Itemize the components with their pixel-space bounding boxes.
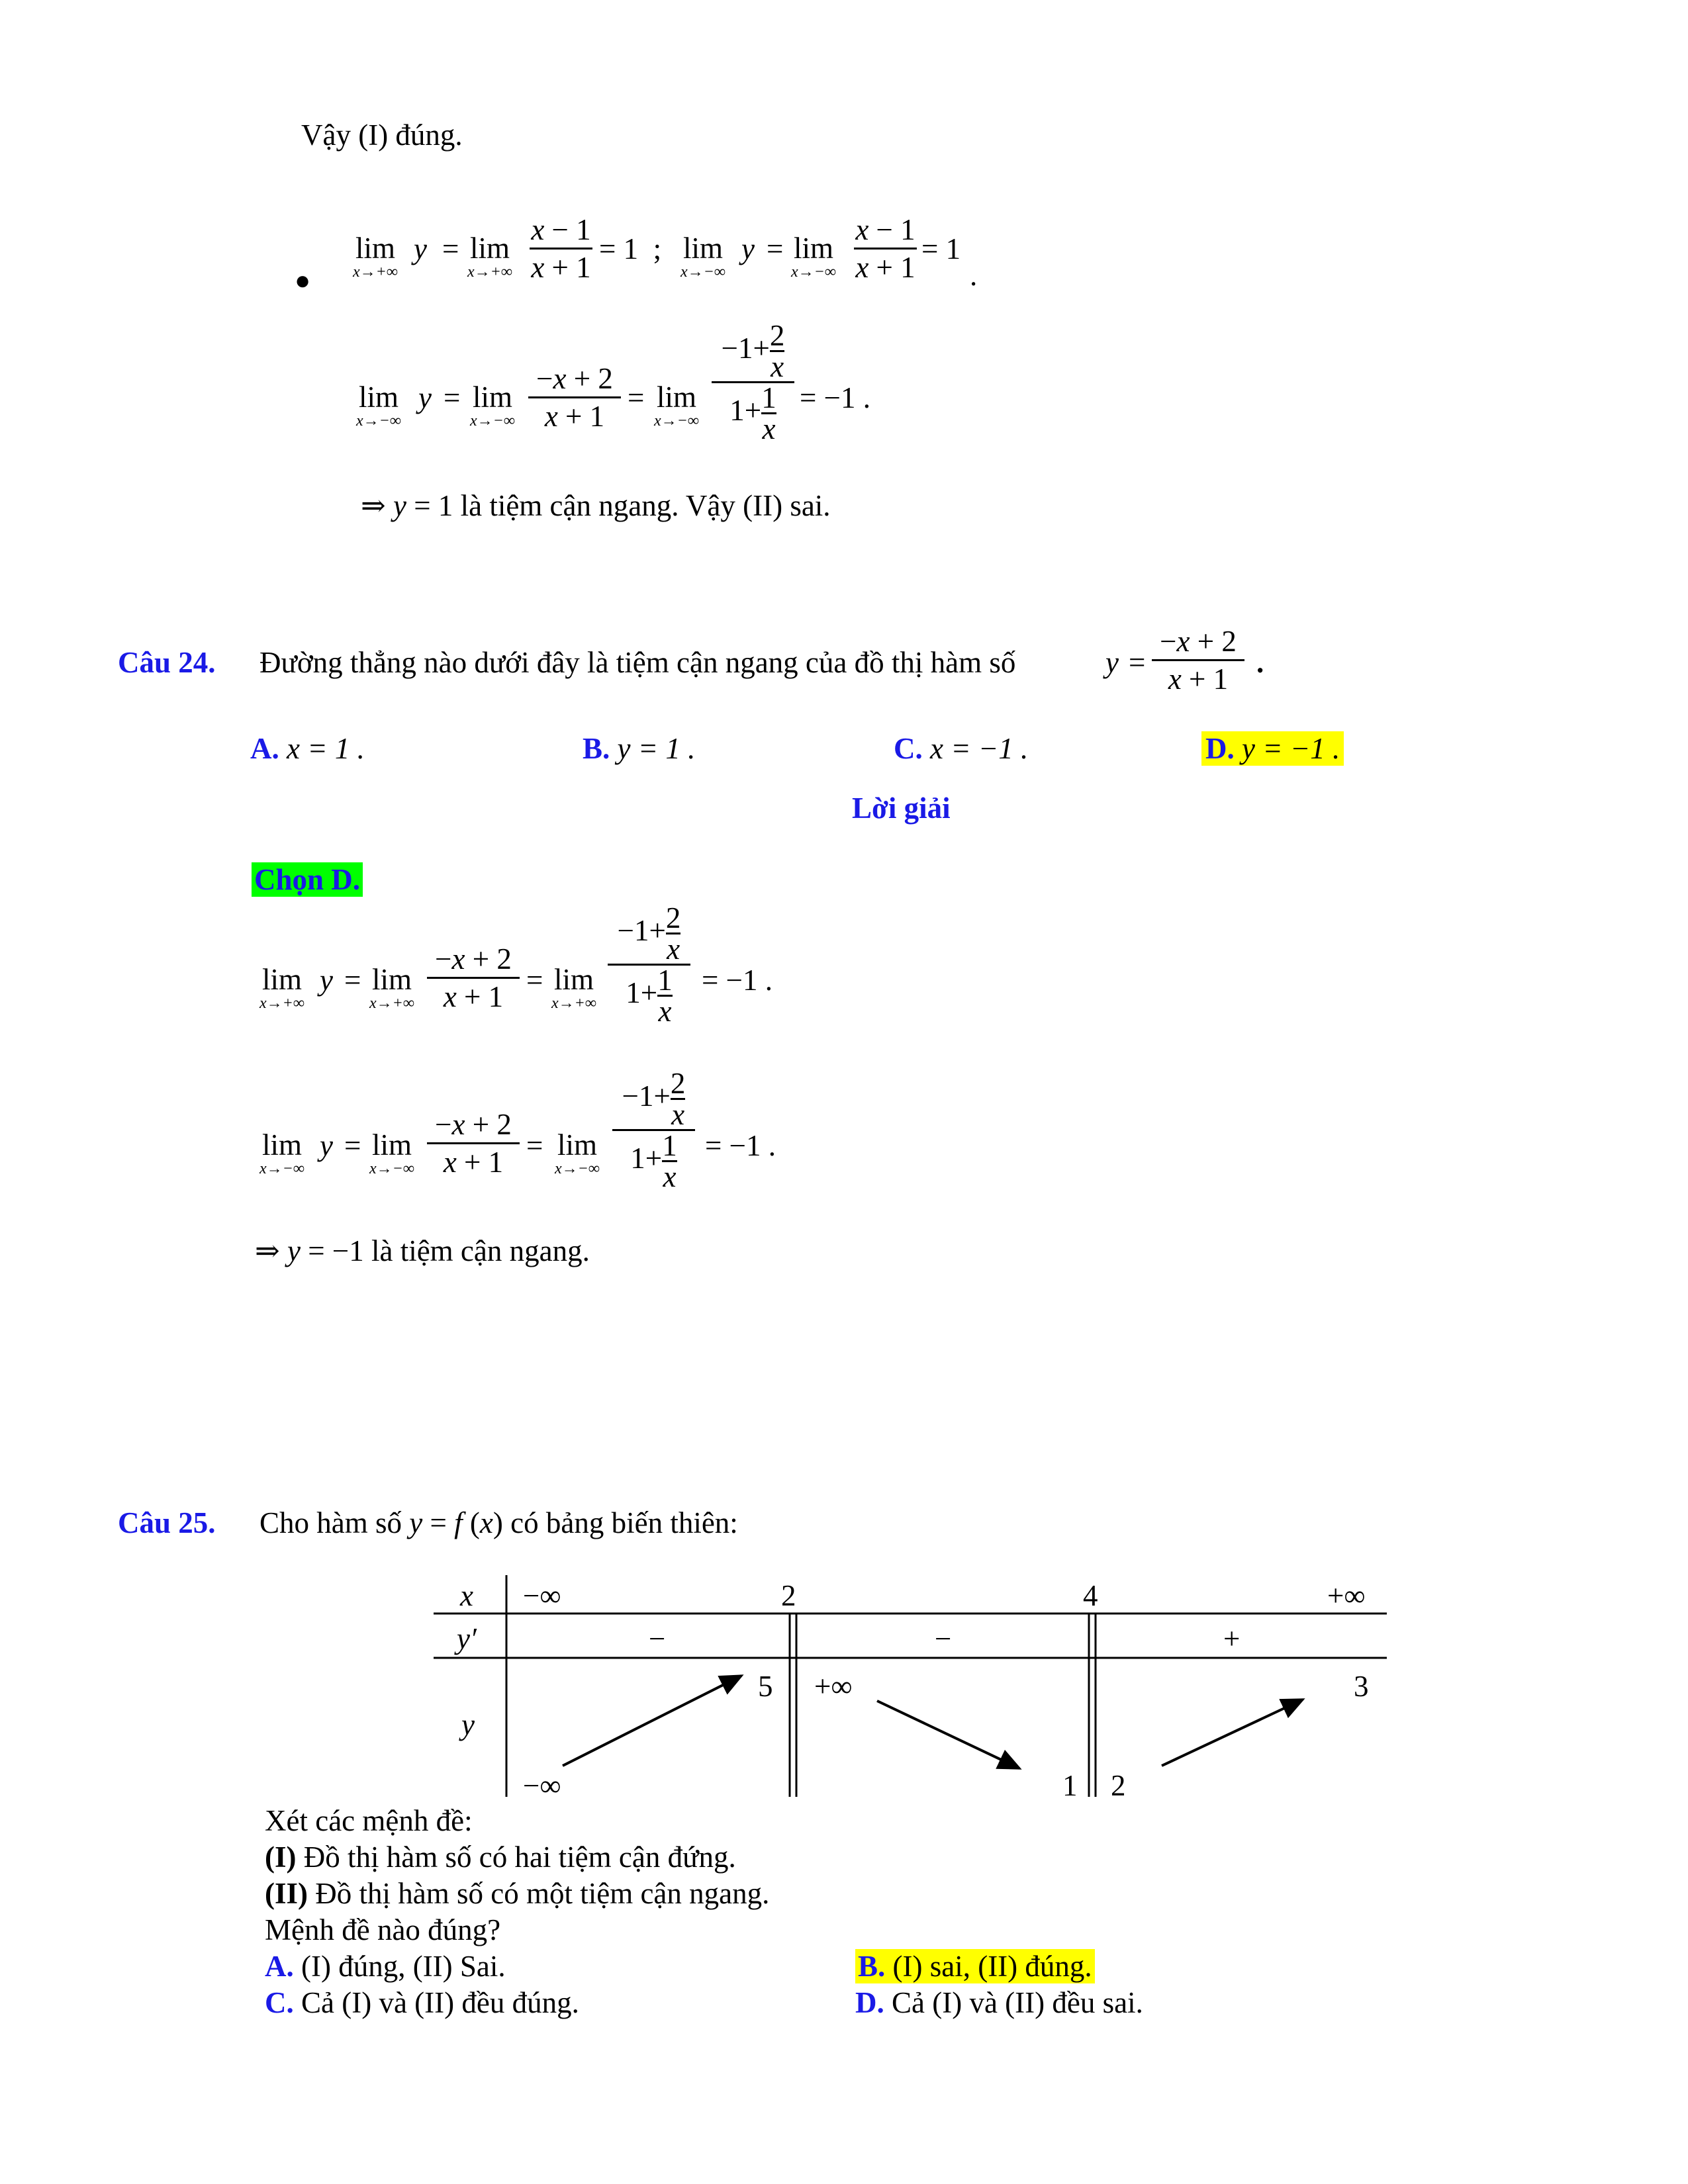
- arrow-up-1: [563, 1676, 741, 1766]
- q24-option-d[interactable]: D. y = −1 .: [1201, 731, 1344, 766]
- question-25-text: Cho hàm số y = f (x) có bảng biến thiên:: [259, 1506, 738, 1539]
- q24-option-b[interactable]: B. y = 1 .: [583, 732, 696, 765]
- solution-title: Lời giải: [852, 792, 951, 825]
- q25-option-d[interactable]: D. Cả (I) và (II) đều sai.: [855, 1986, 1143, 2019]
- q24-option-a[interactable]: A. x = 1 .: [250, 732, 365, 765]
- statement-2: (II) Đồ thị hàm số có một tiệm cận ngang.: [265, 1877, 770, 1910]
- q25-option-b[interactable]: B. (I) sai, (II) đúng.: [855, 1949, 1095, 1983]
- bullet: ●: [295, 265, 311, 295]
- consider-statements: Xét các mệnh đề:: [265, 1804, 473, 1837]
- arrow-down: [877, 1701, 1019, 1768]
- arrow-up-2: [1162, 1700, 1303, 1766]
- question-prompt: Mệnh đề nào đúng?: [265, 1913, 501, 1946]
- q24-option-c[interactable]: C. x = −1 .: [894, 732, 1029, 765]
- question-24-text: Đường thẳng nào dưới đây là tiệm cận ngang của đồ thị hàm số: [259, 646, 1016, 679]
- horizontal-asymptote-ym1: ⇒ y = −1 là tiệm cận ngang.: [255, 1234, 590, 1267]
- q25-option-a[interactable]: A. (I) đúng, (II) Sai.: [265, 1950, 506, 1983]
- q25-option-c[interactable]: C. Cả (I) và (II) đều đúng.: [265, 1986, 579, 2019]
- chosen-answer: Chọn D.: [252, 862, 363, 897]
- question-24-label: Câu 24.: [118, 646, 216, 679]
- conclusion-i-correct: Vậy (I) đúng.: [301, 118, 463, 152]
- horizontal-asymptote-y1: ⇒ y = 1 là tiệm cận ngang. Vậy (II) sai.: [361, 489, 831, 522]
- statement-1: (I) Đồ thị hàm số có hai tiệm cận đứng.: [265, 1841, 736, 1874]
- question-25-label: Câu 25.: [118, 1506, 216, 1539]
